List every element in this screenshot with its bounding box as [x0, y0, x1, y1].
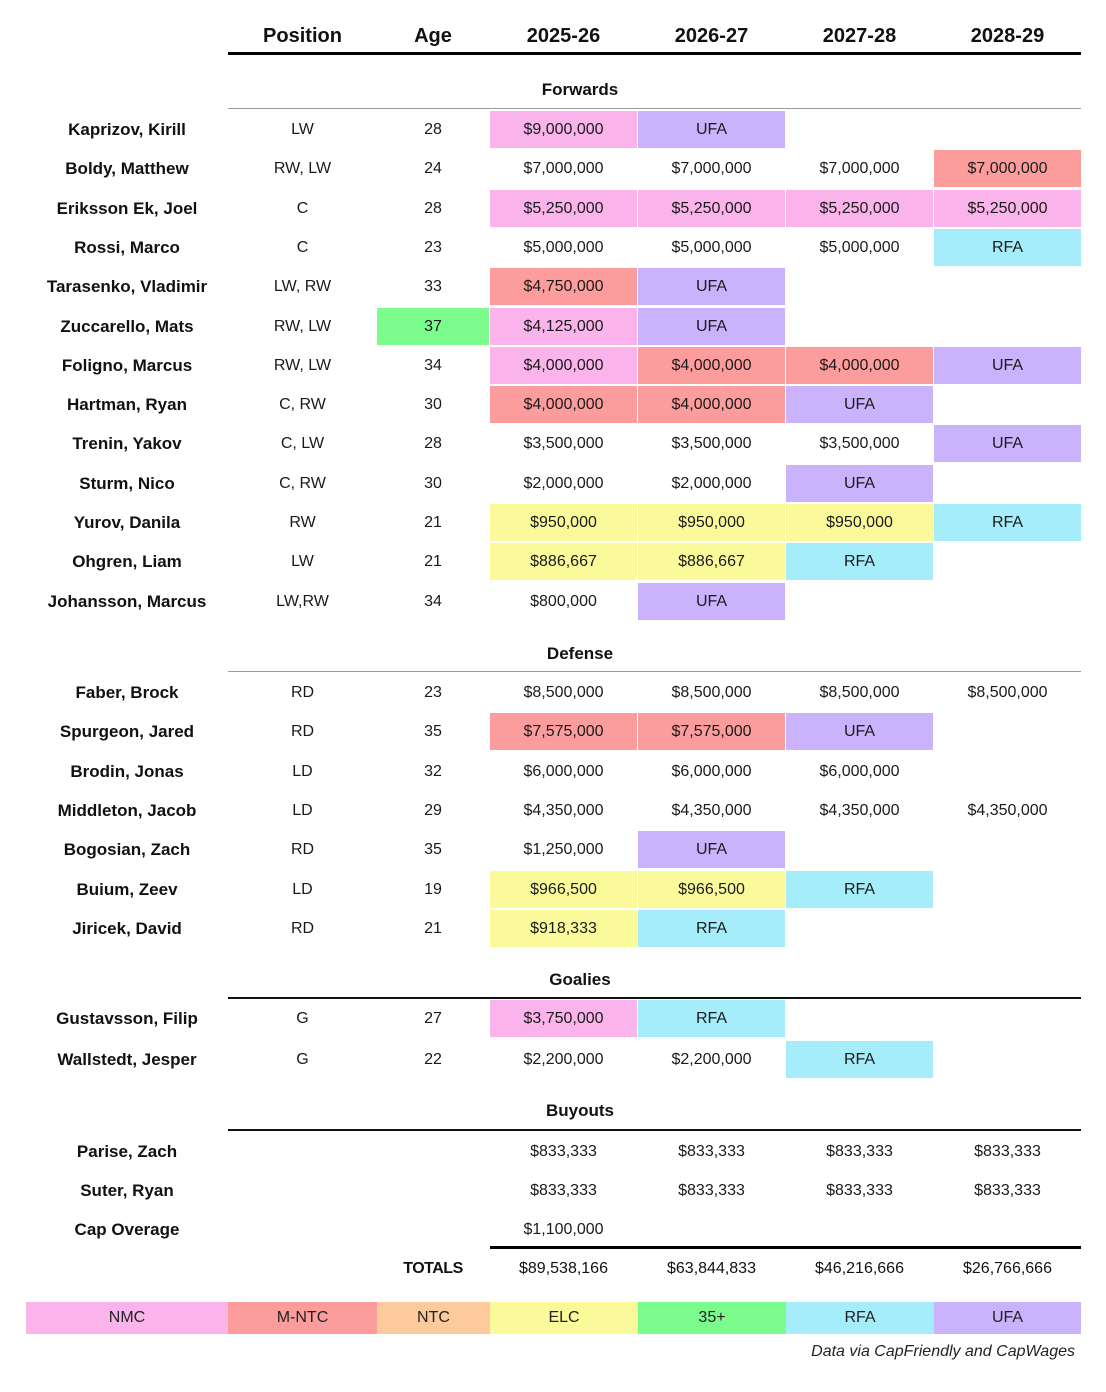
table-row [0, 910, 1106, 947]
salary-cell: $8,500,000 [819, 684, 900, 701]
salary-cell: UFA [786, 713, 933, 750]
salary-cell: $4,000,000 [638, 347, 785, 384]
table-row [0, 150, 1106, 187]
salary-cell: UFA [934, 347, 1081, 384]
header-season-4: 2028-29 [970, 25, 1045, 47]
salary-cell [934, 308, 1081, 345]
table-row [0, 831, 1106, 868]
player-position: LW,RW [276, 592, 329, 610]
player-name: Cap Overage [74, 1220, 180, 1239]
table-row [0, 792, 1106, 829]
salary-cell: UFA [638, 831, 785, 868]
source-note: Data via CapFriendly and CapWages [811, 1343, 1075, 1360]
table-row [0, 583, 1106, 620]
salary-cell [934, 543, 1081, 580]
player-name: Trenin, Yakov [72, 434, 182, 454]
section-title: Forwards [541, 80, 619, 99]
table-row [0, 229, 1106, 266]
salary-cell [934, 910, 1081, 947]
player-age: 30 [424, 396, 442, 414]
player-position: LW [291, 121, 314, 138]
salary-cell: $4,000,000 [638, 386, 785, 423]
table-row [0, 1000, 1106, 1037]
salary-cell: $5,000,000 [523, 238, 604, 256]
salary-cell: $6,000,000 [523, 762, 604, 780]
section-divider [228, 108, 1081, 109]
salary-cell: $833,333 [530, 1182, 597, 1199]
salary-cell: $833,333 [974, 1182, 1041, 1199]
salary-cell: RFA [638, 1000, 785, 1037]
salary-cell [934, 713, 1081, 750]
salary-cell: $5,250,000 [490, 190, 637, 227]
salary-cell [786, 308, 933, 345]
header-divider [228, 52, 1081, 55]
salary-cell: UFA [638, 111, 785, 148]
player-position: RD [290, 841, 315, 859]
player-age: 32 [424, 762, 442, 780]
player-age [377, 1133, 489, 1170]
player-age: 29 [424, 801, 442, 819]
salary-cell: UFA [638, 268, 785, 305]
table-row [0, 1041, 1106, 1078]
totals-divider [490, 1246, 1081, 1249]
section-title: Buyouts [546, 1101, 614, 1120]
player-age: 35 [424, 723, 442, 741]
player-age [377, 1211, 489, 1248]
salary-cell: $4,350,000 [671, 801, 752, 819]
player-name: Kaprizov, Kirill [68, 120, 186, 139]
table-row [0, 753, 1106, 790]
player-position [228, 1133, 377, 1170]
player-age: 33 [424, 278, 442, 296]
salary-cell: $966,500 [638, 871, 785, 908]
salary-cell: $6,000,000 [819, 762, 900, 780]
player-name: Buium, Zeev [76, 879, 178, 899]
salary-cell [934, 386, 1081, 423]
salary-cell: $4,000,000 [490, 347, 637, 384]
player-position: C [296, 199, 309, 217]
salary-cell: RFA [786, 543, 933, 580]
total-season-3: $46,216,666 [815, 1260, 904, 1277]
salary-cell: $5,250,000 [786, 190, 933, 227]
player-name: Gustavsson, Filip [56, 1009, 198, 1028]
salary-cell: $886,667 [638, 543, 785, 580]
player-name: Suter, Ryan [80, 1181, 174, 1200]
section-divider [228, 671, 1081, 672]
salary-cell: $2,200,000 [523, 1051, 604, 1068]
salary-cell: $4,000,000 [490, 386, 637, 423]
salary-cell: $950,000 [786, 504, 933, 541]
salary-cell: UFA [786, 465, 933, 502]
player-position [228, 1172, 377, 1209]
header-season-2: 2026-27 [674, 25, 749, 47]
salary-cell: $7,000,000 [523, 160, 604, 178]
player-position: LW, RW [273, 278, 332, 296]
player-age [377, 1172, 489, 1209]
section-divider [228, 997, 1081, 999]
salary-cell: $833,333 [826, 1143, 893, 1160]
player-age: 21 [424, 553, 442, 571]
player-age: 23 [424, 684, 442, 701]
salary-cell: $4,350,000 [967, 801, 1048, 819]
salary-cell [934, 268, 1081, 305]
salary-cell: RFA [934, 504, 1081, 541]
salary-cell [934, 583, 1081, 620]
salary-cell: $8,500,000 [523, 684, 604, 701]
salary-cell: $966,500 [490, 871, 637, 908]
table-row [0, 1211, 1106, 1248]
salary-cell: $4,750,000 [490, 268, 637, 305]
salary-cell: RFA [934, 229, 1081, 266]
salary-cell: $886,667 [490, 543, 637, 580]
salary-cell [934, 1211, 1081, 1248]
total-season-4: $26,766,666 [963, 1260, 1052, 1277]
header-age: Age [414, 25, 452, 47]
player-name: Hartman, Ryan [67, 395, 187, 415]
salary-cell: UFA [638, 583, 785, 620]
section-divider [228, 1129, 1081, 1131]
salary-cell: $7,000,000 [934, 150, 1081, 187]
player-position: C [296, 238, 309, 256]
player-name: Foligno, Marcus [61, 355, 193, 375]
player-position: RW, LW [273, 317, 332, 335]
salary-cell: $833,333 [974, 1143, 1041, 1160]
salary-cell [786, 831, 933, 868]
header-season-1: 2025-26 [526, 25, 601, 47]
legend-m-ntc: M-NTC [228, 1302, 377, 1334]
player-name: Yurov, Danila [73, 513, 181, 532]
player-age: 21 [424, 919, 442, 937]
salary-cell: $2,000,000 [671, 474, 752, 492]
salary-cell: UFA [786, 386, 933, 423]
player-age: 28 [424, 199, 442, 217]
salary-cell: $4,350,000 [819, 801, 900, 819]
player-position: LD [292, 762, 313, 780]
table-row [0, 268, 1106, 305]
legend-elc: ELC [490, 1302, 638, 1334]
salary-cell: $833,333 [678, 1143, 745, 1160]
player-age: 28 [424, 121, 442, 138]
table-row [0, 111, 1106, 148]
salary-cell [934, 1041, 1081, 1078]
player-age: 21 [424, 514, 442, 531]
player-age: 23 [424, 238, 442, 256]
player-age: 34 [424, 592, 442, 610]
legend-nmc: NMC [26, 1302, 228, 1334]
salary-cell: $800,000 [530, 592, 597, 610]
player-position [228, 1211, 377, 1248]
salary-cell: $833,333 [530, 1143, 597, 1160]
salary-cell: $2,200,000 [671, 1051, 752, 1068]
player-position: C, RW [279, 474, 326, 492]
player-name: Parise, Zach [76, 1142, 178, 1161]
salary-cell: RFA [786, 1041, 933, 1078]
salary-cell: $7,000,000 [671, 160, 752, 178]
player-position: RD [290, 684, 315, 701]
player-age: 22 [424, 1051, 442, 1068]
player-position: RD [290, 919, 315, 937]
player-name: Boldy, Matthew [65, 159, 189, 179]
legend-ufa: UFA [934, 1302, 1081, 1334]
header-season-3: 2027-28 [822, 25, 897, 47]
salary-cell: UFA [638, 308, 785, 345]
salary-cell: $8,500,000 [967, 684, 1048, 701]
legend-rfa: RFA [786, 1302, 934, 1334]
player-name: Rossi, Marco [74, 237, 180, 257]
table-row [0, 308, 1106, 345]
salary-cell [934, 871, 1081, 908]
table-row [0, 190, 1106, 227]
salary-cell [786, 910, 933, 947]
table-row [0, 1133, 1106, 1170]
legend-ntc: NTC [377, 1302, 490, 1334]
player-position: RW [289, 514, 316, 531]
salary-cell: $833,333 [678, 1182, 745, 1199]
player-position: G [296, 1010, 309, 1027]
player-position: LW [291, 553, 314, 571]
player-name: Zuccarello, Mats [60, 316, 194, 336]
player-position: G [296, 1051, 309, 1068]
table-row [0, 674, 1106, 711]
table-row [0, 713, 1106, 750]
player-age: 35 [424, 841, 442, 859]
salary-cell: $1,250,000 [523, 841, 604, 859]
salary-cell [934, 465, 1081, 502]
salary-cell: $833,333 [826, 1182, 893, 1199]
salary-cell: $3,500,000 [671, 435, 752, 453]
player-position: C, LW [280, 435, 325, 453]
player-age: 24 [424, 160, 442, 178]
total-season-2: $63,844,833 [667, 1260, 756, 1277]
table-row [0, 1172, 1106, 1209]
table-row [0, 543, 1106, 580]
salary-cell: RFA [786, 871, 933, 908]
player-name: Ohgren, Liam [72, 552, 182, 572]
salary-cell: $9,000,000 [490, 111, 637, 148]
player-name: Johansson, Marcus [47, 591, 207, 611]
total-season-1: $89,538,166 [519, 1260, 608, 1277]
salary-cell [638, 1211, 785, 1248]
salary-cell: RFA [638, 910, 785, 947]
player-age: 28 [424, 435, 442, 453]
salary-cell: $3,500,000 [523, 435, 604, 453]
player-name: Faber, Brock [75, 683, 179, 702]
section-title: Goalies [549, 970, 611, 989]
player-name: Brodin, Jonas [70, 761, 184, 781]
player-name: Bogosian, Zach [63, 840, 191, 860]
player-age: 27 [424, 1010, 442, 1027]
salary-cell: $4,125,000 [490, 308, 637, 345]
salary-cell [934, 831, 1081, 868]
salary-cell [786, 1211, 933, 1248]
player-name: Sturm, Nico [79, 473, 175, 493]
salary-cell: $5,000,000 [671, 238, 752, 256]
salary-cell: $7,000,000 [819, 160, 900, 178]
player-name: Middleton, Jacob [57, 800, 197, 820]
salary-cell: $5,250,000 [638, 190, 785, 227]
salary-cell: $7,575,000 [490, 713, 637, 750]
player-position: C, RW [279, 396, 326, 414]
salary-cell: $7,575,000 [638, 713, 785, 750]
totals-label: TOTALS [403, 1260, 463, 1277]
salary-cell: $3,750,000 [490, 1000, 637, 1037]
salary-cell: $1,100,000 [523, 1221, 604, 1238]
legend-35-plus: 35+ [638, 1302, 786, 1334]
player-position: RW, LW [273, 160, 332, 178]
salary-cell [786, 268, 933, 305]
salary-cell [786, 111, 933, 148]
salary-cell: $3,500,000 [819, 435, 900, 453]
salary-cell: $918,333 [490, 910, 637, 947]
salary-cell: $950,000 [638, 504, 785, 541]
player-position: RW, LW [273, 356, 332, 374]
salary-cell [786, 1000, 933, 1037]
salary-cell: $5,250,000 [934, 190, 1081, 227]
salary-cell: UFA [934, 425, 1081, 462]
section-title: Defense [546, 644, 614, 663]
player-name: Spurgeon, Jared [59, 722, 195, 742]
salary-cell [786, 583, 933, 620]
player-age: 19 [424, 880, 442, 898]
salary-cell: $950,000 [490, 504, 637, 541]
table-row [0, 504, 1106, 541]
table-row [0, 347, 1106, 384]
player-age: 30 [424, 474, 442, 492]
player-age: 37 [377, 308, 489, 345]
player-position: LD [292, 880, 313, 898]
table-row [0, 386, 1106, 423]
salary-cell [934, 1000, 1081, 1037]
player-position: LD [292, 801, 313, 819]
player-age: 34 [424, 356, 442, 374]
player-name: Eriksson Ek, Joel [56, 198, 198, 218]
salary-cell [934, 753, 1081, 790]
player-position: RD [290, 723, 315, 741]
salary-cell: $4,000,000 [786, 347, 933, 384]
player-name: Tarasenko, Vladimir [46, 277, 208, 297]
table-row [0, 465, 1106, 502]
salary-cell: $4,350,000 [523, 801, 604, 819]
player-name: Jiricek, David [72, 918, 182, 938]
salary-cell: $5,000,000 [819, 238, 900, 256]
player-name: Wallstedt, Jesper [57, 1050, 197, 1069]
table-row [0, 425, 1106, 462]
salary-cell: $2,000,000 [523, 474, 604, 492]
header-position: Position [263, 25, 342, 47]
salary-cell: $8,500,000 [671, 684, 752, 701]
salary-cell: $6,000,000 [671, 762, 752, 780]
salary-cell [934, 111, 1081, 148]
table-row [0, 871, 1106, 908]
